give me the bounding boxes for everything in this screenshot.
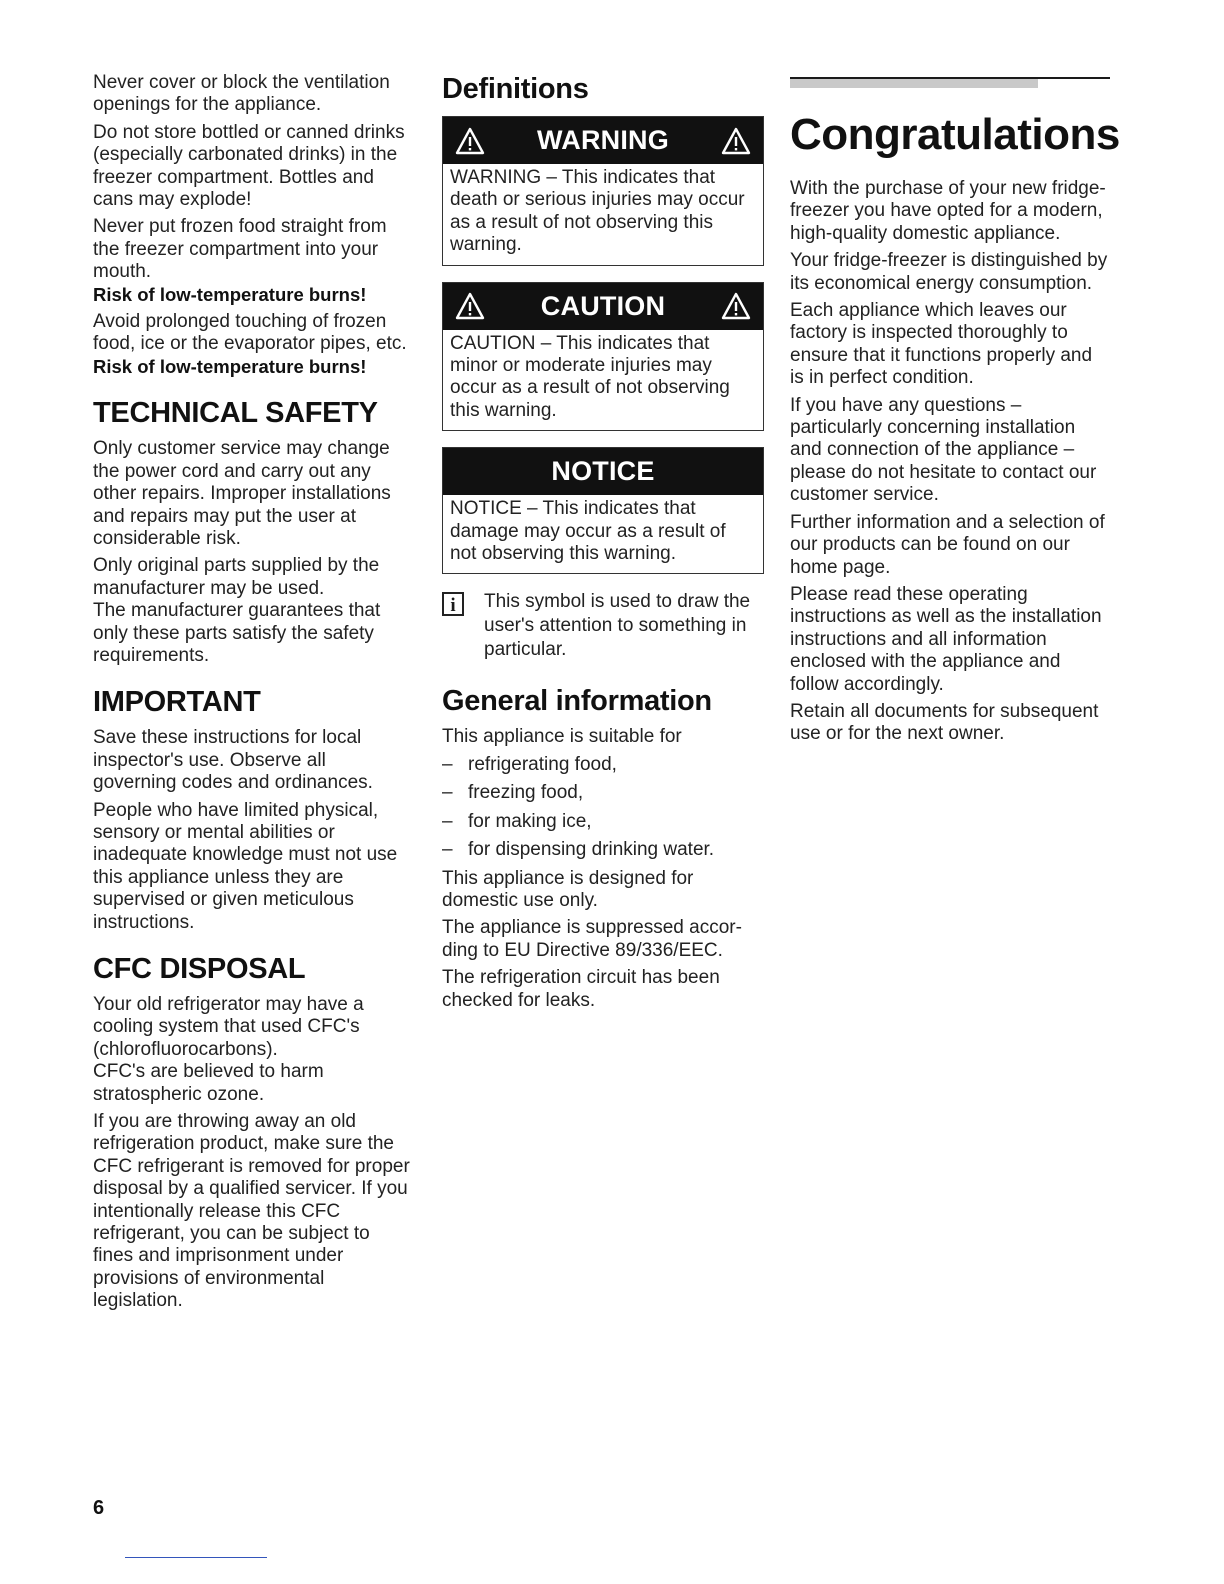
- list-item: – for making ice,: [442, 811, 764, 833]
- risk-burns-text-1: Risk of low-temperature burns!: [93, 283, 367, 305]
- technical-safety-text-2b: The manufacturer guarantees that only these parts satisfy the safety requirements.: [93, 600, 381, 666]
- congrats-text-7: Retain all documents for subsequent use or for the next owner.: [790, 700, 1099, 745]
- page-number: 6: [93, 1497, 105, 1519]
- technical-safety-text-2a: Only original parts supplied by the manufacturer may be used.: [93, 555, 380, 599]
- technical-safety-heading: TECHNICAL SAFETY: [93, 397, 378, 430]
- warning-triangle-icon: [721, 127, 751, 155]
- general-information-heading: General information: [442, 685, 712, 718]
- congrats-text-6: Please read these operating instructions as well as the installation instructions and all information enclosed with the appliance and follow accordingly.: [790, 583, 1102, 695]
- warning-title: WARNING: [537, 125, 669, 155]
- congrats-text-2: Your fridge-freezer is distinguished by its economical energy consumption.: [790, 250, 1108, 294]
- list-item: – freezing food,: [442, 782, 764, 804]
- caution-title: CAUTION: [540, 290, 666, 321]
- touching-text: Avoid prolonged touching of frozen food, ice or the evaporator pipes, etc.: [93, 311, 407, 355]
- bottles-text: Do not store bottled or canned drinks (especially carbonated drinks) in the freezer compartment. Bottles and cans may explode!: [93, 121, 405, 211]
- notice-text: NOTICE – This indicates that damage may occur as a result of not observing this warning.: [450, 498, 726, 565]
- technical-safety-text-1: Only customer service may change the power cord and carry out any other repairs. Improper installations and repairs may put the user at considerable risk.: [93, 438, 391, 549]
- notice-box: [442, 447, 764, 574]
- cfc-text-2: If you are throwing away an old refrigeration product, make sure the CFC refrigerant is removed for proper disposal by a qualified servicer. If you intentionally release this CFC refrigerant, you can be subject to fines and imprisonment under provisions of environmental legislation.: [93, 1111, 410, 1312]
- info-symbol-text: This symbol is used to draw the user's attention to something in particular.: [484, 591, 751, 661]
- warning-triangle-icon: [455, 127, 485, 155]
- warning-triangle-icon: [721, 292, 751, 320]
- caution-box: [442, 282, 764, 432]
- important-text-1: Save these instructions for local inspector's use. Observe all governing codes and ordinances.: [93, 727, 373, 794]
- congrats-text-1: With the purchase of your new fridge-freezer you have opted for a modern, high-quality domestic appliance.: [790, 178, 1106, 244]
- congrats-text-5: Further information and a selection of our products can be found on our home page.: [790, 511, 1105, 578]
- domestic-use-text: This appliance is designed for domestic use only.: [442, 867, 694, 911]
- middle-column: [442, 72, 764, 1017]
- cfc-text-1b: CFC's are believed to harm stratospheric ozone.: [93, 1061, 324, 1105]
- frozen-food-text: Never put frozen food straight from the freezer compartment into your mouth.: [93, 216, 387, 283]
- list-item: – for dispensing drinking water.: [442, 839, 764, 861]
- risk-burns-text-2: Risk of low-temperature burns!: [93, 355, 367, 377]
- general-intro-text: This appliance is suitable for: [442, 726, 682, 748]
- header-rule: [790, 72, 1110, 88]
- leaks-text: The refrigeration circuit has been checked for leaks.: [442, 967, 720, 1011]
- congrats-text-4: If you have any questions – particularly concerning installation and connection of the appliance – please do not hesitate to contact our customer service.: [790, 394, 1097, 506]
- notice-header: [443, 448, 763, 495]
- info-icon: i: [442, 592, 464, 616]
- caution-text: CAUTION – This indicates that minor or moderate injuries may occur as a result of not observing this warning.: [450, 332, 730, 421]
- left-column: [93, 72, 411, 1318]
- notice-title: NOTICE: [551, 456, 655, 487]
- suitable-uses-list: [442, 754, 764, 862]
- warning-header: [443, 117, 763, 164]
- info-symbol-note: [442, 590, 764, 662]
- right-column: [790, 72, 1120, 751]
- definitions-heading: Definitions: [442, 73, 589, 105]
- congrats-text-3: Each appliance which leaves our factory is inspected thoroughly to ensure that it functions properly and is in perfect condition.: [790, 300, 1093, 389]
- suppressed-text: The appliance is suppressed accor-ding to EU Directive 89/336/EEC.: [442, 917, 742, 961]
- warning-box: [442, 116, 764, 266]
- footer-rule: [125, 1557, 267, 1558]
- list-item: – refrigerating food,: [442, 754, 764, 776]
- warning-text: WARNING – This indicates that death or serious injuries may occur as a result of not observing this warning.: [450, 167, 745, 256]
- important-text-2: People who have limited physical, sensory or mental abilities or inadequate knowledge must not use this appliance unless they are supervised or given meticulous instructions.: [93, 799, 398, 933]
- caution-header: [443, 283, 763, 330]
- important-heading: IMPORTANT: [93, 686, 261, 719]
- cfc-disposal-heading: CFC DISPOSAL: [93, 953, 306, 985]
- congratulations-heading: Congratulations: [790, 110, 1120, 159]
- cfc-text-1a: Your old refrigerator may have a cooling system that used CFC's (chlorofluorocarbons).: [93, 994, 364, 1060]
- warning-triangle-icon: [455, 292, 485, 320]
- ventilation-text: Never cover or block the ventilation openings for the appliance.: [93, 72, 390, 116]
- header-rule-shade: [790, 79, 1038, 88]
